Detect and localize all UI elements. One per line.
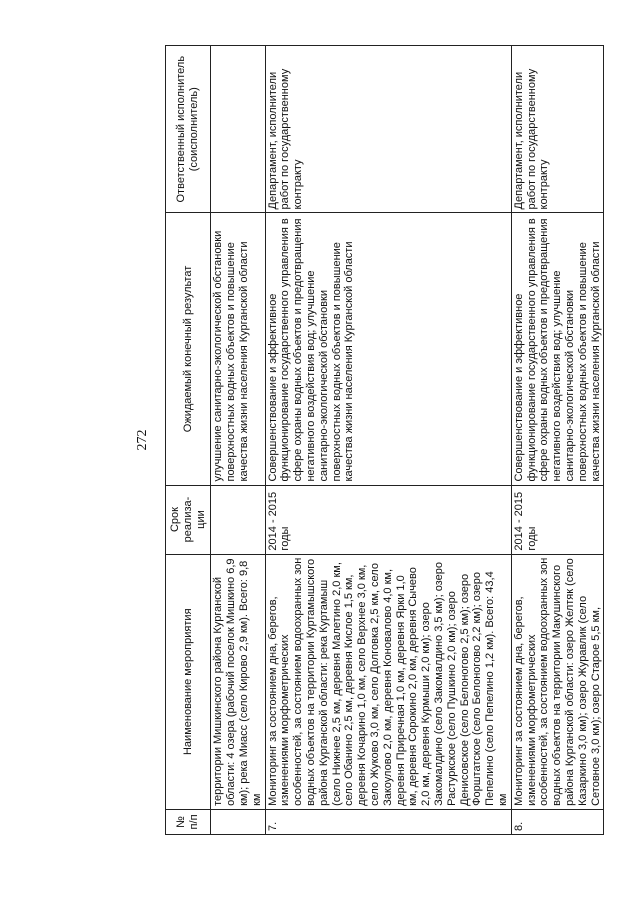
row-name: Мониторинг за состоянием дна, берегов, изменениями морфометрических особенностей, за состоянием водоохранных зон водных объектов на территории Куртамышского района Курганской области: река Куртамыш (село Нижнее 2,5 км, деревня Малетино 2,0 км, село Обанино 2,5 км, деревня Кислое 1,5 км, деревня Кочарино 1,0 км, село Верхнее 3,0 км, село Жуково 3,0 км, село Долговка 2,5 км, село Закоулово 2,0 км, деревня Коновалово 4,0 км, деревня Приречная 1,0 км, деревня Ярки 1,0 км, деревня Сорокино 2,0 км, деревня Сычево 2,0 км, деревня Курмыши 2,0 км); озеро Закомалдино (село Закомалдино 3,5 км); озеро Растуркское (село Пушкино 2,0 км); озеро Денисовское (село Белоногово 2,5 км); озеро Форштатское (село Белоногово 2,2 км); озеро Пепелино (село Пепелино 1,2 км). Всего: 43,4 км — [265, 554, 511, 809]
measures-table — [165, 45, 604, 835]
page-number: 272 — [135, 429, 150, 451]
row-num: 8. — [511, 809, 604, 834]
row-term: 2014 - 2015 годы — [265, 485, 511, 554]
row-executor: Департамент, исполнители работ по государственному контракту — [511, 46, 604, 213]
rotated-content — [75, 45, 602, 835]
table-header-row — [166, 46, 211, 835]
row-term — [211, 485, 265, 554]
row-num — [211, 809, 265, 834]
row-term: 2014 - 2015 годы — [511, 485, 604, 554]
document-page — [75, 45, 602, 835]
header-result: Ожидаемый конечный результат — [166, 213, 211, 485]
row-result: Совершенствование и эффективное функционирование государственного управления в сфере охраны водных объектов и предотвращения негативного воздействия вод; улучшение санитарно-экологической обстановки поверхностных водных объектов и повышение качества жизни населения Курганской области — [265, 213, 511, 485]
header-term: Срок реализа-ции — [166, 485, 211, 554]
row-result: улучшение санитарно-экологической обстановки поверхностных водных объектов и повышение качества жизни населения Курганской области — [211, 213, 265, 485]
table-row — [511, 46, 604, 835]
table-row — [265, 46, 511, 835]
row-num: 7. — [265, 809, 511, 834]
row-executor: Департамент, исполнители работ по государственному контракту — [265, 46, 511, 213]
header-executor: Ответственный исполнитель (соисполнитель) — [166, 46, 211, 213]
header-name: Наименование мероприятия — [166, 554, 211, 809]
table-row — [211, 46, 265, 835]
row-result: Совершенствование и эффективное функционирование государственного управления в сфере охраны водных объектов и предотвращения негативного воздействия вод; улучшение санитарно-экологической обстановки поверхностных водных объектов и повышение качества жизни населения Курганской области — [511, 213, 604, 485]
row-name: Мониторинг за состоянием дна, берегов, изменениями морфометрических особенностей, за состоянием водоохранных зон водных объектов на территории Макушинского района Курганской области: озеро Желтяк (село Казаркино 3,0 км); озеро Журавлик (село Сетовное 3,0 км); озеро Старое 5,5 км, — [511, 554, 604, 809]
header-num: № п/п — [166, 809, 211, 834]
row-name: территории Мишкинского района Курганской области: 4 озера (рабочий поселок Мишкино 6,9 км); река Миасс (село Кирово 2,9 км). Всего: 9,8 км — [211, 554, 265, 809]
row-executor — [211, 46, 265, 213]
